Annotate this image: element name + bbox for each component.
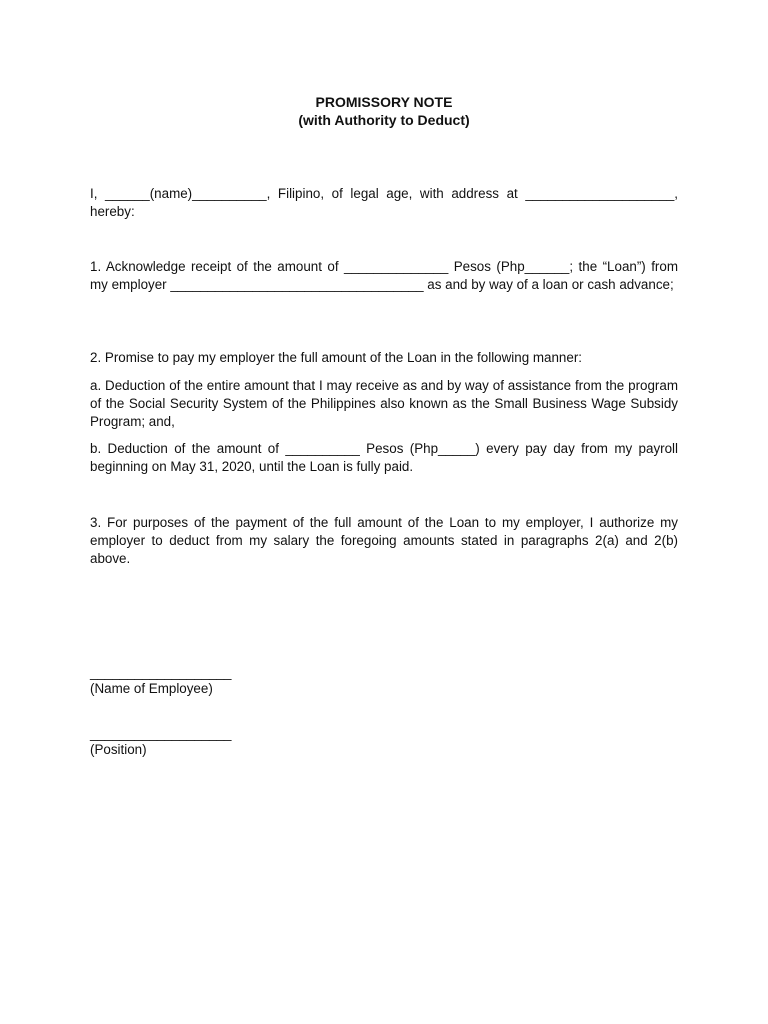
employee-name-label: (Name of Employee) <box>90 681 213 696</box>
intro-paragraph: I, ______(name)__________, Filipino, of legal age, with address at ____________________, hereby: <box>90 186 678 219</box>
employee-signature-line: ___________________ <box>90 665 232 680</box>
paragraph-1: 1. Acknowledge receipt of the amount of ______________ Pesos (Php______; the “Loan”) from my employer __________________________________ as and by way of a loan or cash advance; <box>90 259 678 292</box>
document-subtitle: (with Authority to Deduct) <box>298 112 470 128</box>
paragraph-2b: b. Deduction of the amount of __________ Pesos (Php_____) every pay day from my payroll beginning on May 31, 2020, until the Loan is fully paid. <box>90 441 678 474</box>
position-label: (Position) <box>90 742 147 757</box>
paragraph-2a: a. Deduction of the entire amount that I may receive as and by way of assistance from the program of the Social Security System of the Philippines also known as the Small Business Wage Subsidy Program; and, <box>90 378 678 429</box>
paragraph-3: 3. For purposes of the payment of the full amount of the Loan to my employer, I authorize my employer to deduct from my salary the foregoing amounts stated in paragraphs 2(a) and 2(b) above. <box>90 515 678 566</box>
paragraph-2: 2. Promise to pay my employer the full amount of the Loan in the following manner: <box>90 350 582 365</box>
position-signature-line: ___________________ <box>90 726 232 741</box>
document-title: PROMISSORY NOTE <box>315 94 453 110</box>
